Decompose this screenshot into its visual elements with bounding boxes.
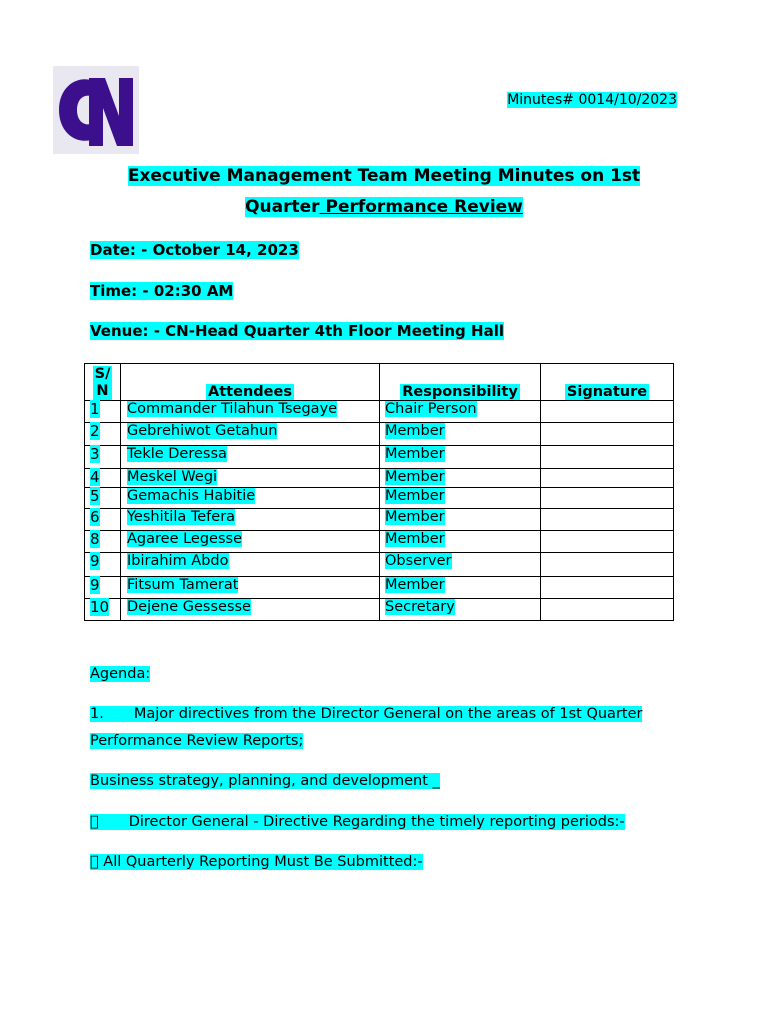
row-signature [541,446,674,469]
agenda-item-1-text: Major directives from the Director General on the areas of 1st Quarter Performance Review Reports; [90,706,643,749]
title-quarter: Quarter [245,197,320,217]
row-responsibility-text: Member [385,531,445,547]
table-row [85,509,674,531]
row-sn-text: 2 [90,422,100,440]
row-responsibility-text: Member [385,446,445,462]
meeting-venue-text: Venue: - CN-Head Quarter 4th Floor Meeting Hall [90,322,504,340]
header-responsibility [380,364,541,401]
business-strategy-text: Business strategy, planning, and development _ [90,773,440,789]
row-responsibility-text: Member [385,577,445,593]
row-responsibility-text: Member [385,509,445,525]
row-sn-text: 10 [90,598,110,616]
row-sn [85,553,121,577]
table-row [85,446,674,469]
header-sn [85,364,121,401]
row-responsibility [380,401,541,423]
row-sn [85,488,121,509]
agenda-heading [90,661,150,688]
header-attendees [121,364,380,401]
row-signature [541,531,674,553]
row-signature [541,469,674,488]
header-sn-top: S/ [94,366,111,382]
table-row [85,401,674,423]
row-sn-text: 3 [90,445,100,463]
attendees-table [84,363,674,621]
header-attendees-text: Attendees [208,384,292,400]
header-sn-bottom: N [96,383,109,399]
table-header-row [85,364,674,401]
title-line2-text [245,197,523,217]
title-line1-text: Executive Management Team Meeting Minutes on 1st [127,166,641,186]
row-attendee-name [121,488,380,509]
row-sn [85,469,121,488]
row-attendee-name [121,577,380,599]
row-attendee-name-text: Agaree Legesse [127,531,243,547]
row-sn-text: 8 [90,530,100,548]
row-sn-text: 4 [90,468,100,486]
row-attendee-name-text: Gebrehiwot Getahun [127,423,278,439]
row-responsibility [380,531,541,553]
row-sn [85,509,121,531]
row-signature [541,599,674,621]
business-strategy-line [90,768,440,795]
row-signature [541,577,674,599]
row-responsibility [380,488,541,509]
row-responsibility-text: Chair Person [385,401,477,417]
row-responsibility [380,509,541,531]
row-attendee-name [121,553,380,577]
minutes-number-text: Minutes# 0014/10/2023 [507,92,677,108]
row-sn [85,577,121,599]
quarterly-reporting-line [90,849,423,876]
row-attendee-name [121,401,380,423]
meeting-time [90,282,233,300]
table-row [85,553,674,577]
minutes-number [507,92,677,108]
row-attendee-name [121,599,380,621]
meeting-date-text: Date: - October 14, 2023 [90,241,299,259]
title-performance-review: Performance Review [319,197,523,217]
row-signature [541,423,674,446]
page-title-line2 [0,197,768,217]
row-sn [85,531,121,553]
table-row [85,577,674,599]
row-sn [85,423,121,446]
director-general-directive [90,809,625,836]
row-attendee-name [121,509,380,531]
header-signature [541,364,674,401]
row-attendee-name [121,469,380,488]
row-attendee-name-text: Gemachis Habitie [127,488,256,504]
row-attendee-name-text: Commander Tilahun Tsegaye [127,401,338,417]
row-attendee-name [121,531,380,553]
row-responsibility-text: Observer [385,553,452,569]
cn-logo-icon [53,66,139,154]
director-general-directive-text: Director General - Directive Regarding the timely reporting periods:- [120,814,616,830]
meeting-venue [90,322,504,340]
row-responsibility-text: Member [385,423,445,439]
row-attendee-name-text: Yeshitila Tefera [127,509,236,525]
agenda-heading-text: Agenda: [90,666,151,682]
row-sn [85,599,121,621]
table-row [85,488,674,509]
row-sn-text: 9 [90,552,100,570]
table-row [85,531,674,553]
row-responsibility [380,599,541,621]
table-row [85,423,674,446]
agenda-item-1-number: 1. [90,706,104,722]
row-responsibility-text: Member [385,469,445,485]
header-responsibility-text: Responsibility [402,384,518,400]
row-signature [541,509,674,531]
row-attendee-name-text: Tekle Deressa [127,446,227,462]
row-attendee-name [121,423,380,446]
row-responsibility-text: Member [385,488,445,504]
meeting-date [90,241,299,259]
company-logo [53,66,139,154]
row-responsibility [380,553,541,577]
agenda-item-1 [90,701,680,755]
row-attendee-name-text: Fitsum Tamerat [127,577,239,593]
meeting-time-text: Time: - 02:30 AM [90,282,234,300]
row-signature [541,401,674,423]
row-attendee-name [121,446,380,469]
header-signature-text: Signature [566,384,648,400]
row-attendee-name-text: Ibirahim Abdo [127,553,229,569]
row-sn-text: 5 [90,487,100,505]
row-attendee-name-text: Meskel Wegi [127,469,218,485]
table-row [85,599,674,621]
row-sn [85,446,121,469]
row-responsibility [380,469,541,488]
quarterly-reporting-text: All Quarterly Reporting Must Be Submitted:- [90,854,423,870]
row-responsibility [380,423,541,446]
table-row [85,469,674,488]
row-responsibility-text: Secretary [385,599,455,615]
row-signature [541,553,674,577]
row-sn [85,401,121,423]
row-sn-text: 9 [90,576,100,594]
row-signature [541,488,674,509]
row-responsibility [380,446,541,469]
page-title-line1 [0,166,768,186]
row-attendee-name-text: Dejene Gessesse [127,599,251,615]
row-sn-text: 6 [90,508,100,526]
row-sn-text: 1 [90,400,100,418]
bullet-icon [90,814,99,830]
row-responsibility [380,577,541,599]
